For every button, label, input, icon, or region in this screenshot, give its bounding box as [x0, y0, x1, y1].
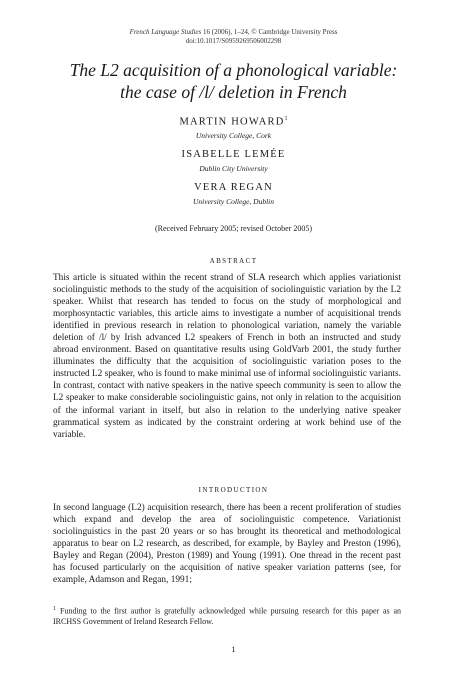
author-1-affiliation: University College, Cork — [195, 131, 272, 140]
introduction-heading: INTRODUCTION — [198, 486, 269, 494]
author-3: VERA REGAN — [194, 182, 273, 193]
abstract-heading: ABSTRACT — [209, 257, 258, 265]
title-line-2: the case of /l/ deletion in French — [120, 82, 347, 102]
footnote-mark: 1 — [53, 606, 56, 612]
author-2: ISABELLE LEMÉE — [181, 149, 286, 160]
journal-citation — [0, 28, 467, 37]
author-3-affiliation: University College, Dublin — [192, 197, 275, 206]
volume-info: 16 (2006), 1–24, © Cambridge University Press — [201, 28, 338, 36]
article-title — [20, 59, 447, 103]
introduction-body: In second language (L2) acquisition research, there has been a recent proliferation of studies which expand and develop the area of sociolinguistic competence. Variationist sociolinguistics in the past 20 years or so has brought its theoretical and methodological apparatus to bear on L2 research, as described, for example, by Bayley and Preston (1996), Bayley and Regan (2004), Preston (1989) and Young (1991). One thread in the recent past has focused particularly on the acquisition of native speaker variation patterns (see, for example, Adamson and Regan, 1991; — [53, 503, 401, 586]
title-line-1: The L2 acquisition of a phonological variable: — [69, 60, 398, 80]
author-footnote-mark: 1 — [284, 116, 288, 122]
journal-name: French Language Studies — [129, 28, 202, 36]
running-head — [0, 28, 467, 46]
page-number: 1 — [231, 644, 236, 654]
author-2-affiliation: Dublin City University — [199, 164, 268, 173]
doi: doi:10.1017/S0959269506002298 — [185, 37, 282, 45]
author-1 — [0, 116, 467, 128]
author-name: MARTIN HOWARD — [179, 116, 285, 128]
received-dates: (Received February 2005; revised October 2005) — [154, 224, 313, 233]
abstract-body: This article is situated within the recent strand of SLA research which applies variationist sociolinguistic methods to the study of the acquisition of sociolinguistic variation by the L2 speaker. Whilst that research has tended to focus on the study of morphological and morphosyntactic variables, this article aims to investigate a number of acquisitional trends identified in previous research in relation to phonological variation, namely the variable deletion of /l/ by Irish advanced L2 speakers of French in both an instructed and study abroad environment. Based on quantitative results using GoldVarb 2001, the study further illuminates the difficulty that the acquisition of sociolinguistic variation poses to the instructed L2 speaker, who is found to make minimal use of informal sociolinguistic variants. In contrast, contact with native speakers in the native speech community is seen to allow the L2 speaker to make considerable sociolinguistic gains, not only in relation to the acquisition of the informal variant in itself, but also in relation to the underlying native speaker grammatical system as indicated by the constraint ordering at work behind use of the variable. — [53, 273, 401, 440]
footnote — [53, 604, 401, 628]
footnote-text: Funding to the first author is gratefully acknowledged while pursuing research for this paper as an IRCHSS Government of Ireland Research Fellow. — [53, 606, 401, 627]
